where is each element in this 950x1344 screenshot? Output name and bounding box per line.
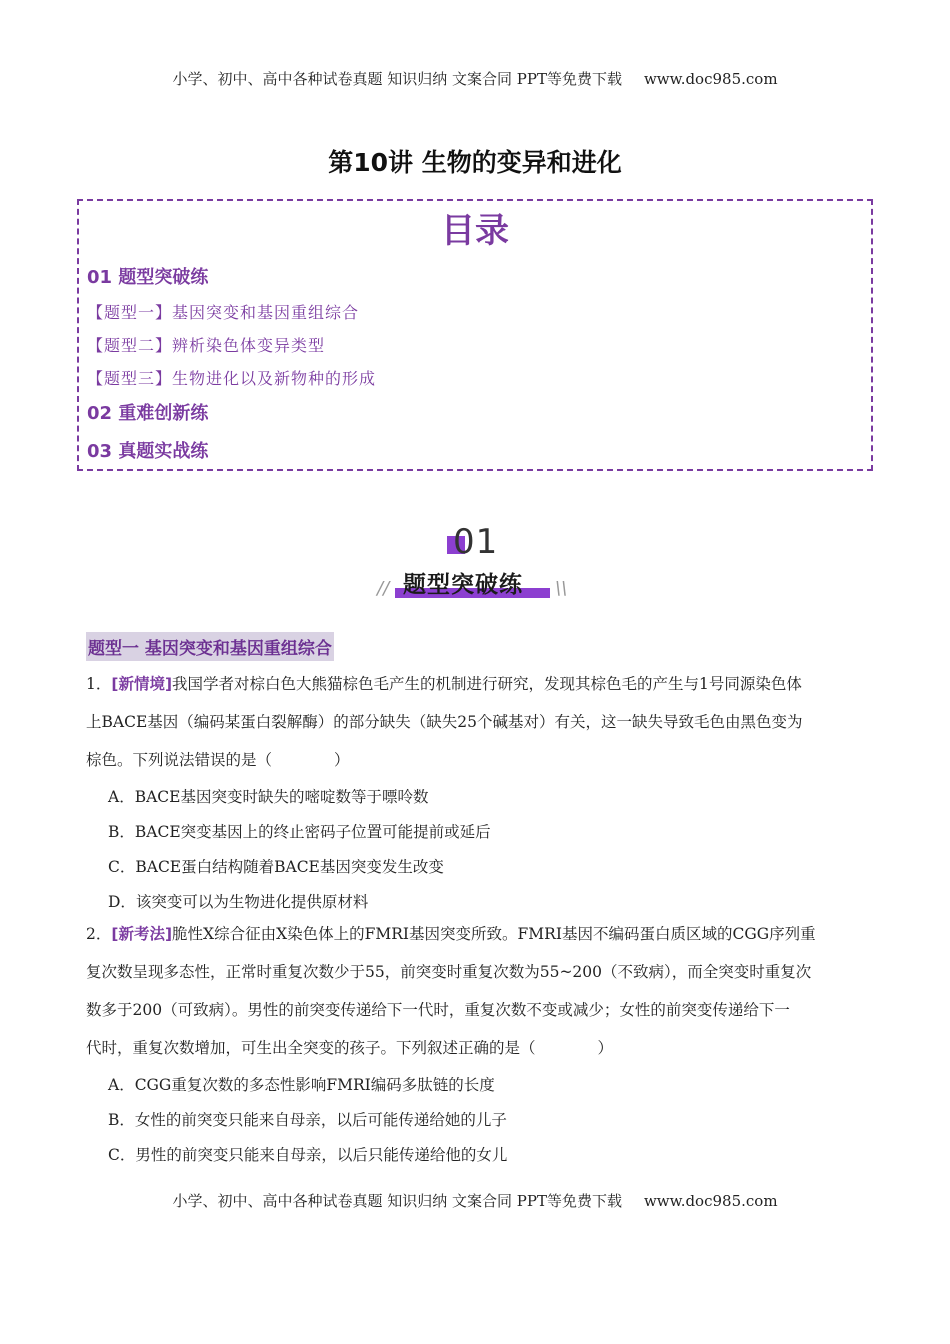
slash-decoration-right: \\ bbox=[555, 578, 568, 599]
question-2-line-3: 数多于200（可致病）。男性的前突变传递给下一代时，重复次数不变或减少；女性的前突变传递给下一 bbox=[86, 1001, 790, 1019]
toc-item-type2[interactable]: 【题型二】辨析染色体变异类型 bbox=[87, 336, 326, 355]
question-2-number: 2． bbox=[86, 925, 112, 943]
section-title: 题型突破练 bbox=[403, 572, 523, 598]
question-2-line-1: 2．[新考法]脆性X综合征由X染色体上的FMRI基因突变所致。FMRI基因不编码蛋白质区域的CGG序列重 bbox=[86, 925, 816, 943]
question-1-line-1: 1．[新情境]我国学者对棕白色大熊猫棕色毛产生的机制进行研究，发现其棕色毛的产生与1号同源染色体 bbox=[86, 675, 802, 693]
question-type-heading: 题型一 基因突变和基因重组综合 bbox=[86, 632, 334, 661]
question-1-number: 1． bbox=[86, 675, 112, 693]
question-1-line-3: 棕色。下列说法错误的是（ ） bbox=[86, 751, 350, 769]
toc-heading: 目录 bbox=[441, 211, 509, 251]
document-title: 第10讲 生物的变异和进化 bbox=[328, 148, 622, 177]
footer-url[interactable]: www.doc985.com bbox=[643, 1192, 778, 1210]
section-badge bbox=[375, 520, 575, 610]
question-2-stem bbox=[86, 915, 866, 1067]
question-1-line-2: 上BACE基因（编码某蛋白裂解酶）的部分缺失（缺失25个碱基对）有关，这一缺失导致毛色由黑色变为 bbox=[86, 713, 803, 731]
question-1-tag: [新情境] bbox=[111, 675, 173, 693]
header-url[interactable]: www.doc985.com bbox=[643, 70, 778, 88]
question-2-option-b[interactable]: B．女性的前突变只能来自母亲，以后可能传递给她的儿子 bbox=[108, 1111, 507, 1129]
toc-item-02[interactable]: 02 重难创新练 bbox=[87, 403, 209, 424]
question-2-tag: [新考法] bbox=[111, 925, 173, 943]
question-2-line-4: 代时，重复次数增加，可生出全突变的孩子。下列叙述正确的是（ ） bbox=[86, 1039, 614, 1057]
table-of-contents bbox=[77, 199, 873, 471]
question-1-option-c[interactable]: C．BACE蛋白结构随着BACE基因突变发生改变 bbox=[108, 858, 444, 876]
toc-item-type3[interactable]: 【题型三】生物进化以及新物种的形成 bbox=[87, 369, 377, 388]
question-2-option-c[interactable]: C．男性的前突变只能来自母亲，以后只能传递给他的女儿 bbox=[108, 1146, 508, 1164]
question-2-line-2: 复次数呈现多态性，正常时重复次数少于55，前突变时重复次数为55~200（不致病），而全突变时重复次 bbox=[86, 963, 812, 981]
page-footer bbox=[0, 1190, 950, 1211]
question-1-stem bbox=[86, 665, 866, 779]
question-1-option-d[interactable]: D．该突变可以为生物进化提供原材料 bbox=[108, 893, 369, 911]
header-text: 小学、初中、高中各种试卷真题 知识归纳 文案合同 PPT等免费下载 bbox=[172, 70, 622, 88]
question-1-option-b[interactable]: B．BACE突变基因上的终止密码子位置可能提前或延后 bbox=[108, 823, 491, 841]
toc-item-01[interactable]: 01 题型突破练 bbox=[87, 267, 209, 288]
section-number: 01 bbox=[453, 522, 499, 562]
page-header bbox=[0, 68, 950, 89]
toc-item-type1[interactable]: 【题型一】基因突变和基因重组综合 bbox=[87, 303, 360, 322]
toc-item-03[interactable]: 03 真题实战练 bbox=[87, 441, 209, 462]
slash-decoration-left: // bbox=[377, 578, 390, 599]
question-1-option-a[interactable]: A．BACE基因突变时缺失的嘧啶数等于嘌呤数 bbox=[108, 788, 429, 806]
question-2-option-a[interactable]: A．CGG重复次数的多态性影响FMRI编码多肽链的长度 bbox=[108, 1076, 495, 1094]
footer-text: 小学、初中、高中各种试卷真题 知识归纳 文案合同 PPT等免费下载 bbox=[172, 1192, 622, 1210]
